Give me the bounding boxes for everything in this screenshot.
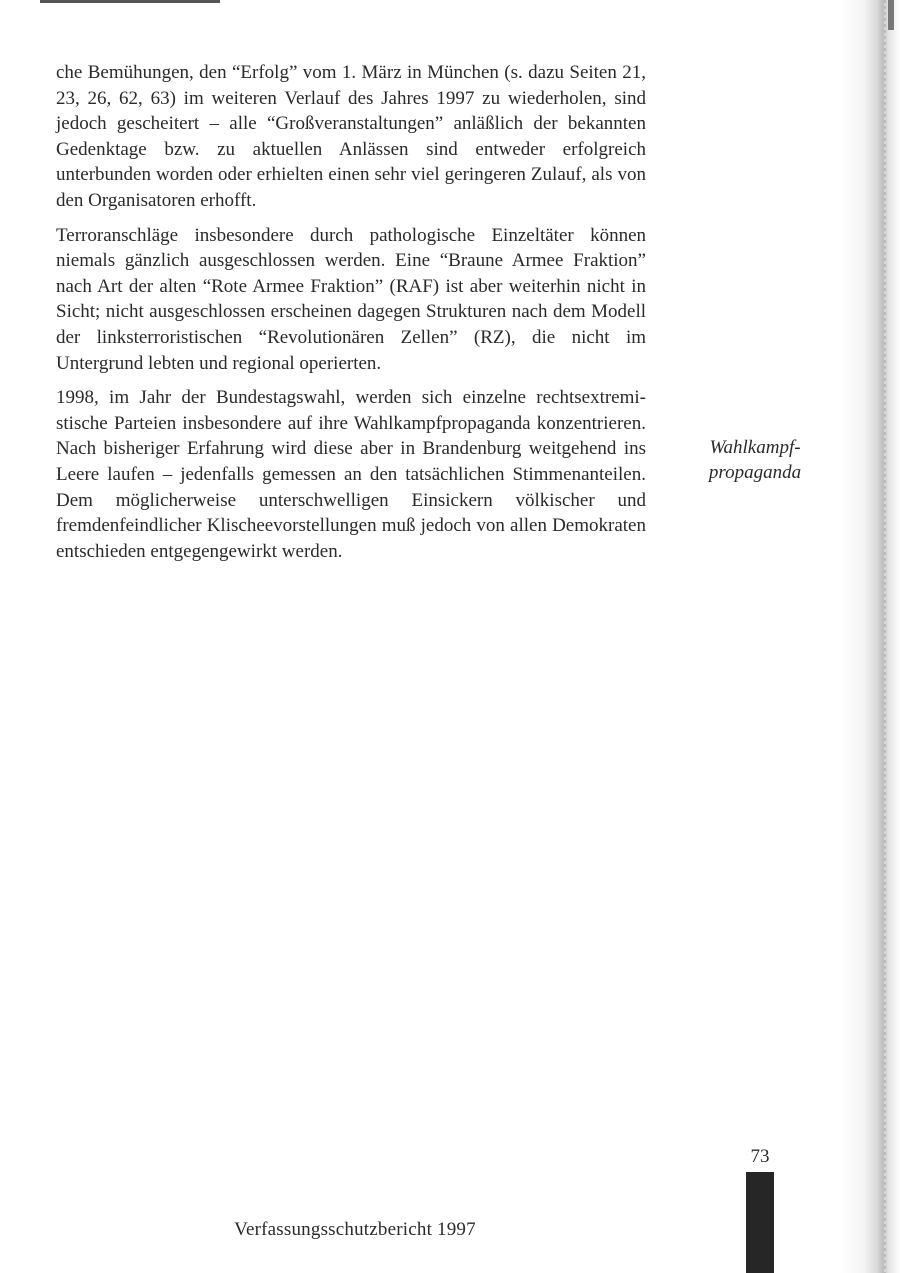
edge-mark [888, 0, 894, 30]
margin-note-line-2: propaganda [708, 462, 802, 483]
body-text [56, 60, 646, 573]
paragraph-3: 1998, im Jahr der Bundestagswahl, werden sich einzelne rechtsextremistische Parteien insbesondere auf ihre Wahlkampfpropaganda konzentrieren. Nach bisheriger Erfahrung wird diese aber in Brandenburg weitgehend ins Leere laufen – jedenfalls gemessen an den tatsächlichen Stimmenanteilen. Dem möglicherweise unterschwelligen Einsickern völkischer und fremdenfeindlicher Klischeevorstellungen muß jedoch von allen Demokraten entschieden entgegengewirkt werden. [56, 387, 646, 562]
margin-note [690, 435, 820, 485]
margin-note-line-1: Wahlkampf- [709, 437, 801, 458]
paragraph-1: che Bemühungen, den “Erfolg” vom 1. März in München (s. dazu Seiten 21, 23, 26, 62, 63) im weiteren Verlauf des Jahres 1997 zu wiederholen, sind jedoch gescheitert – alle “Großveranstaltungen” anläßlich der bekannten Gedenktage bzw. zu aktuellen Anlässen sind entweder erfolgreich unterbunden worden oder erhielten einen sehr viel geringeren Zulauf, als von den Organisatoren erhofft. [56, 62, 646, 211]
page-number: 73 [750, 1146, 770, 1167]
running-footer: Verfassungsschutzbericht 1997 [234, 1219, 476, 1240]
scanned-page-edge [840, 0, 900, 1273]
thumb-index-tab [746, 1172, 774, 1273]
binding-shadow [884, 0, 886, 1273]
paragraph-2: Terroranschläge insbesondere durch pathologische Einzeltäter können niemals gänzlich ausgeschlossen werden. Eine “Braune Armee Fraktion” nach Art der alten “Rote Armee Fraktion” (RAF) ist aber weiterhin nicht in Sicht; nicht ausgeschlossen erscheinen dagegen Strukturen nach dem Modell der linksterroristischen “Revolutionären Zellen” (RZ), die nicht im Untergrund lebten und regional operierten. [56, 224, 646, 374]
top-rule [40, 0, 220, 3]
